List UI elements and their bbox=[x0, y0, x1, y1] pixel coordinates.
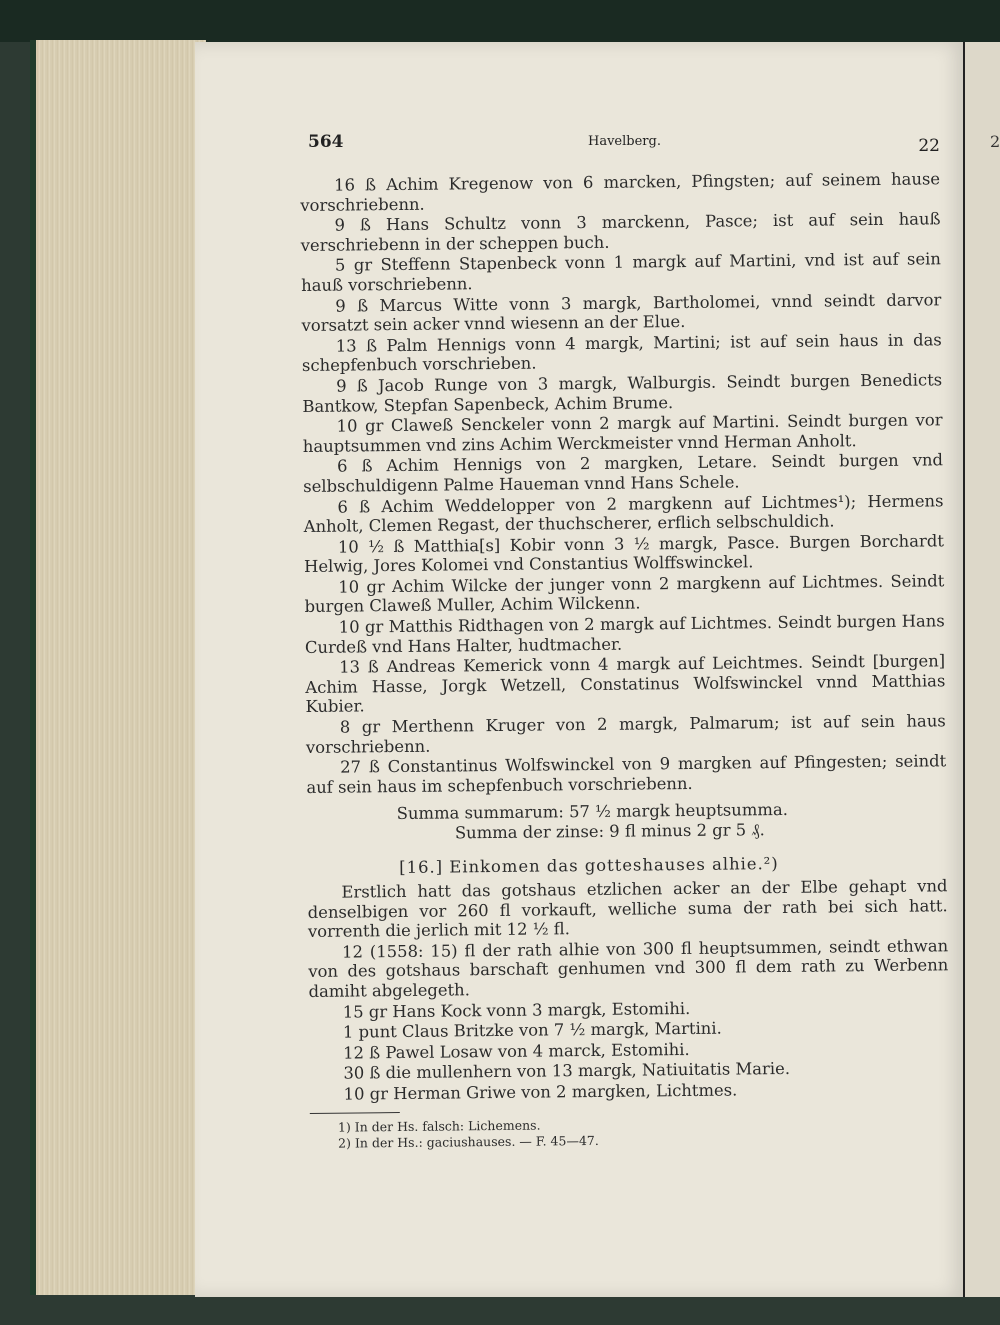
entry: 15 gr Hans Kock vonn 3 margk, Estomihi. bbox=[342, 998, 691, 1022]
entry: 12 ß Pawel Losaw von 4 marck, Estomihi. bbox=[343, 1039, 690, 1063]
footnote-rule bbox=[310, 1112, 400, 1114]
footnote: 1) In der Hs. falsch: Lichemens. bbox=[337, 1117, 541, 1135]
entry: 10 ½ ß Matthia[s] Kobir vonn 3 ½ margk, Pasce. Burgen Borchardt Helwig, Jores Kolomei vnd Constantius Wolffswinckel. bbox=[303, 530, 944, 577]
page-body bbox=[300, 169, 950, 1151]
signature-mark: 22 bbox=[918, 136, 940, 156]
entry: 9 ß Jacob Runge von 3 margk, Walburgis. Seindt burgen Benedicts Bantkow, Stepfan Sapenbeck, Achim Brume. bbox=[302, 370, 943, 416]
entry: 6 ß Achim Hennigs von 2 margken, Letare. Seindt burgen vnd selbschuldigenn Palme Haueman vnnd Hans Schele. bbox=[303, 450, 944, 496]
entry: 13 ß Palm Hennigs vonn 4 margk, Martini; ist auf sein haus in das schepfenbuch vorschrieben. bbox=[301, 330, 942, 376]
entry: 27 ß Constantinus Wolfswinckel von 9 margken auf Pfingesten; seindt auf sein haus im schepfenbuch vorschriebenn. bbox=[306, 751, 947, 797]
facing-page-edge bbox=[963, 42, 1000, 1297]
entry: 12 (1558: 15) fl der rath alhie von 300 fl heuptsummen, seindt ethwan von des gotshaus barschaft genhumen vnd 300 fl dem rath zu Werbenn damiht abgelegeth. bbox=[308, 936, 949, 1001]
running-title: Havelberg. bbox=[588, 134, 661, 149]
entry: 9 ß Marcus Witte vonn 3 margk, Bartholomei, vnnd seindt darvor vorsatzt sein acker vnnd wiesenn an der Elue. bbox=[301, 289, 942, 336]
entry: 30 ß die mullenhern von 13 margk, Natiuitatis Marie. bbox=[343, 1059, 791, 1083]
summa-interest: Summa der zinse: 9 fl minus 2 gr 5 ₰. bbox=[454, 820, 765, 843]
summa-total: Summa summarum: 57 ½ margk heuptsumma. bbox=[396, 800, 788, 824]
entry: 10 gr Matthis Ridthagen von 2 margk auf Lichtmes. Seindt burgen Hans Curdeß vnd Hans Halter, hudtmacher. bbox=[304, 611, 945, 657]
page-number: 564 bbox=[308, 132, 344, 152]
entry: 13 ß Andreas Kemerick vonn 4 margk auf Leichtmes. Seindt [burgen] Achim Hasse, Jorgk Wetzell, Constatinus Wolfswinckel vnnd Matthias Kubier. bbox=[305, 651, 946, 717]
entry: Erstlich hatt das gotshaus etzlichen acker an der Elbe gehapt vnd denselbigen vor 260 fl vorkauft, welliche suma der rath bei sich hatt. vorrenth die jerlich mit 12 ½ fl. bbox=[307, 876, 948, 942]
entry: 5 gr Steffenn Stapenbeck vonn 1 margk auf Martini, vnd ist auf sein hauß vorschriebenn. bbox=[301, 249, 942, 295]
scan-top-band bbox=[0, 0, 1000, 42]
entry: 9 ß Hans Schultz vonn 3 marckenn, Pasce; ist auf sein hauß verschriebenn in der scheppen buch. bbox=[300, 209, 941, 255]
entry: 10 gr Achim Wilcke der junger vonn 2 margkenn auf Lichtmes. Seindt burgen Claweß Muller, Achim Wilckenn. bbox=[304, 571, 945, 617]
book-page-edges bbox=[30, 40, 206, 1295]
entry: 1 punt Claus Britzke von 7 ½ margk, Martini. bbox=[342, 1018, 722, 1042]
entry: 10 gr Herman Griwe von 2 margken, Lichtmes. bbox=[343, 1080, 738, 1104]
running-header bbox=[308, 132, 940, 156]
summa-block bbox=[307, 799, 947, 846]
footnote: 2) In der Hs.: gaciushauses. — F. 45—47. bbox=[338, 1132, 599, 1151]
entry: 8 gr Merthenn Kruger von 2 margk, Palmarum; ist auf sein haus vorschriebenn. bbox=[305, 711, 946, 757]
section-heading: [16.] Einkomen das gotteshauses alhie.²) bbox=[399, 854, 779, 878]
entry: 16 ß Achim Kregenow von 6 marcken, Pfingsten; auf seinem hause vorschriebenn. bbox=[300, 169, 941, 215]
entry: 10 gr Claweß Senckeler vonn 2 margk auf Martini. Seindt burgen vor hauptsummen vnd zins Achim Werckmeister vnnd Herman Anholt. bbox=[302, 410, 943, 456]
facing-page-number: 2 bbox=[990, 132, 1000, 151]
entry: 6 ß Achim Weddelopper von 2 margkenn auf Lichtmes¹); Hermens Anholt, Clemen Regast, der thuchscherer, erflich selbschuldich. bbox=[303, 490, 944, 537]
